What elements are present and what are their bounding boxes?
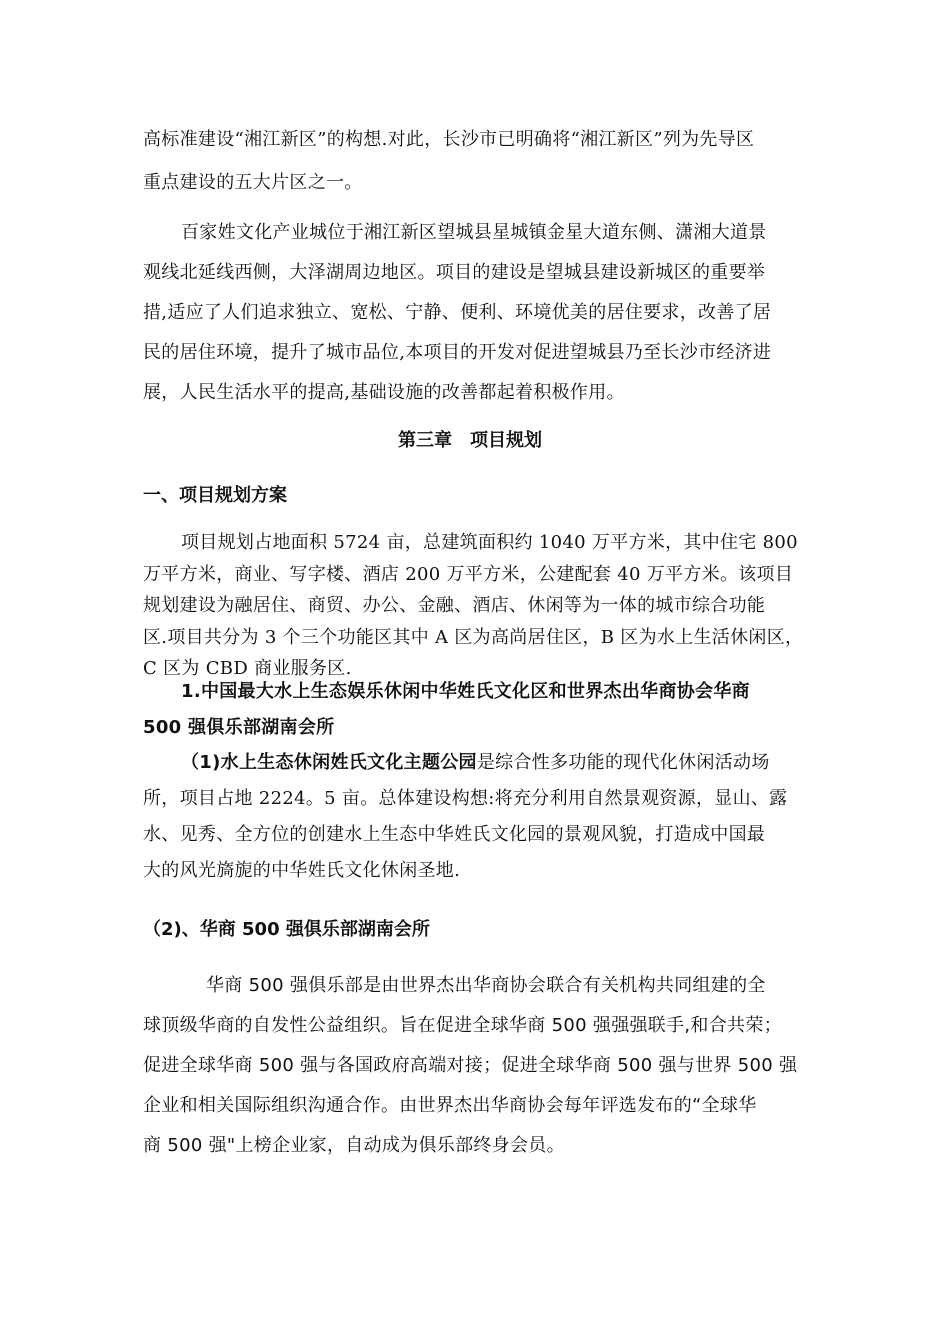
text-line: 重点建设的五大片区之一。 [143,172,363,193]
text-line: 高标准建设“湘江新区”的构想.对此，长沙市已明确将“湘江新区”列为先导区 [143,129,755,150]
chapter-title: 第三章 项目规划 [398,430,542,451]
subsection-title: （2)、华商 500 强俱乐部湖南会所 [143,919,430,940]
text-line: 水、见秀、全方位的创建水上生态中华姓氏文化园的景观风貌，打造成中国最 [143,824,766,845]
text-line: 规划建设为融居住、商贸、办公、金融、酒店、休闲等为一体的城市综合功能 [143,595,766,616]
text-line: 500 强俱乐部湖南会所 [143,717,335,738]
park-paragraph [143,745,813,889]
text-line: 展，人民生活水平的提高,基础设施的改善都起着积极作用。 [143,382,625,403]
text-run: 是综合性多功能的现代化休闲活动场 [476,752,770,773]
club-paragraph [143,966,813,1166]
section-title: 一、项目规划方案 [143,485,287,506]
text-line: 项目规划占地面积 5724 亩，总建筑面积约 1040 万平方米，其中住宅 800 [181,532,798,553]
text-line: 观线北延线西侧，大泽湖周边地区。项目的建设是望城县建设新城区的重要举 [143,262,766,283]
text-line: 区.项目共分为 3 个三个功能区其中 A 区为高尚居住区，B 区为水上生活休闲区， [143,626,804,648]
location-paragraph [143,213,813,413]
text-line: 所，项目占地 2224。5 亩。总体建设构想:将充分利用自然景观资源，显山、露 [143,788,788,809]
park-title: （1)水上生态休闲姓氏文化主题公园 [181,752,477,773]
text-line: 企业和相关国际组织沟通合作。由世界杰出华商协会每年评选发布的“全球华 [143,1095,757,1116]
intro-paragraph [143,118,813,204]
text-line [143,745,813,781]
text-line: 华商 500 强俱乐部是由世界杰出华商协会联合有关机构共同组建的全 [206,975,766,996]
text-line: 措,适应了人们追求独立、宽松、宁静、便利、环境优美的居住要求，改善了居 [143,302,772,323]
subsection-title [143,674,813,746]
text-line: 1.中国最大水上生态娱乐休闲中华姓氏文化区和世界杰出华商协会华商 [181,681,750,702]
text-line: 商 500 强"上榜企业家，自动成为俱乐部终身会员。 [143,1135,565,1156]
text-line: 万平方米，商业、写字楼、酒店 200 万平方米，公建配套 40 万平方米。该项目 [143,563,794,585]
text-line: 促进全球华商 500 强与各国政府高端对接；促进全球华商 500 强与世界 500 强 [143,1055,798,1076]
text-line: C 区为 CBD 商业服务区. [143,658,352,679]
text-line: 球顶级华商的自发性公益组织。旨在促进全球华商 500 强强强联手,和合共荣； [143,1015,782,1036]
text-line: 百家姓文化产业城位于湘江新区望城县星城镇金星大道东侧、潇湘大道景 [181,222,767,243]
text-line: 民的居住环境，提升了城市品位,本项目的开发对促进望城县乃至长沙市经济进 [143,342,772,363]
text-line: 大的风光旖旎的中华姓氏文化休闲圣地. [143,860,461,881]
plan-paragraph [143,527,813,685]
